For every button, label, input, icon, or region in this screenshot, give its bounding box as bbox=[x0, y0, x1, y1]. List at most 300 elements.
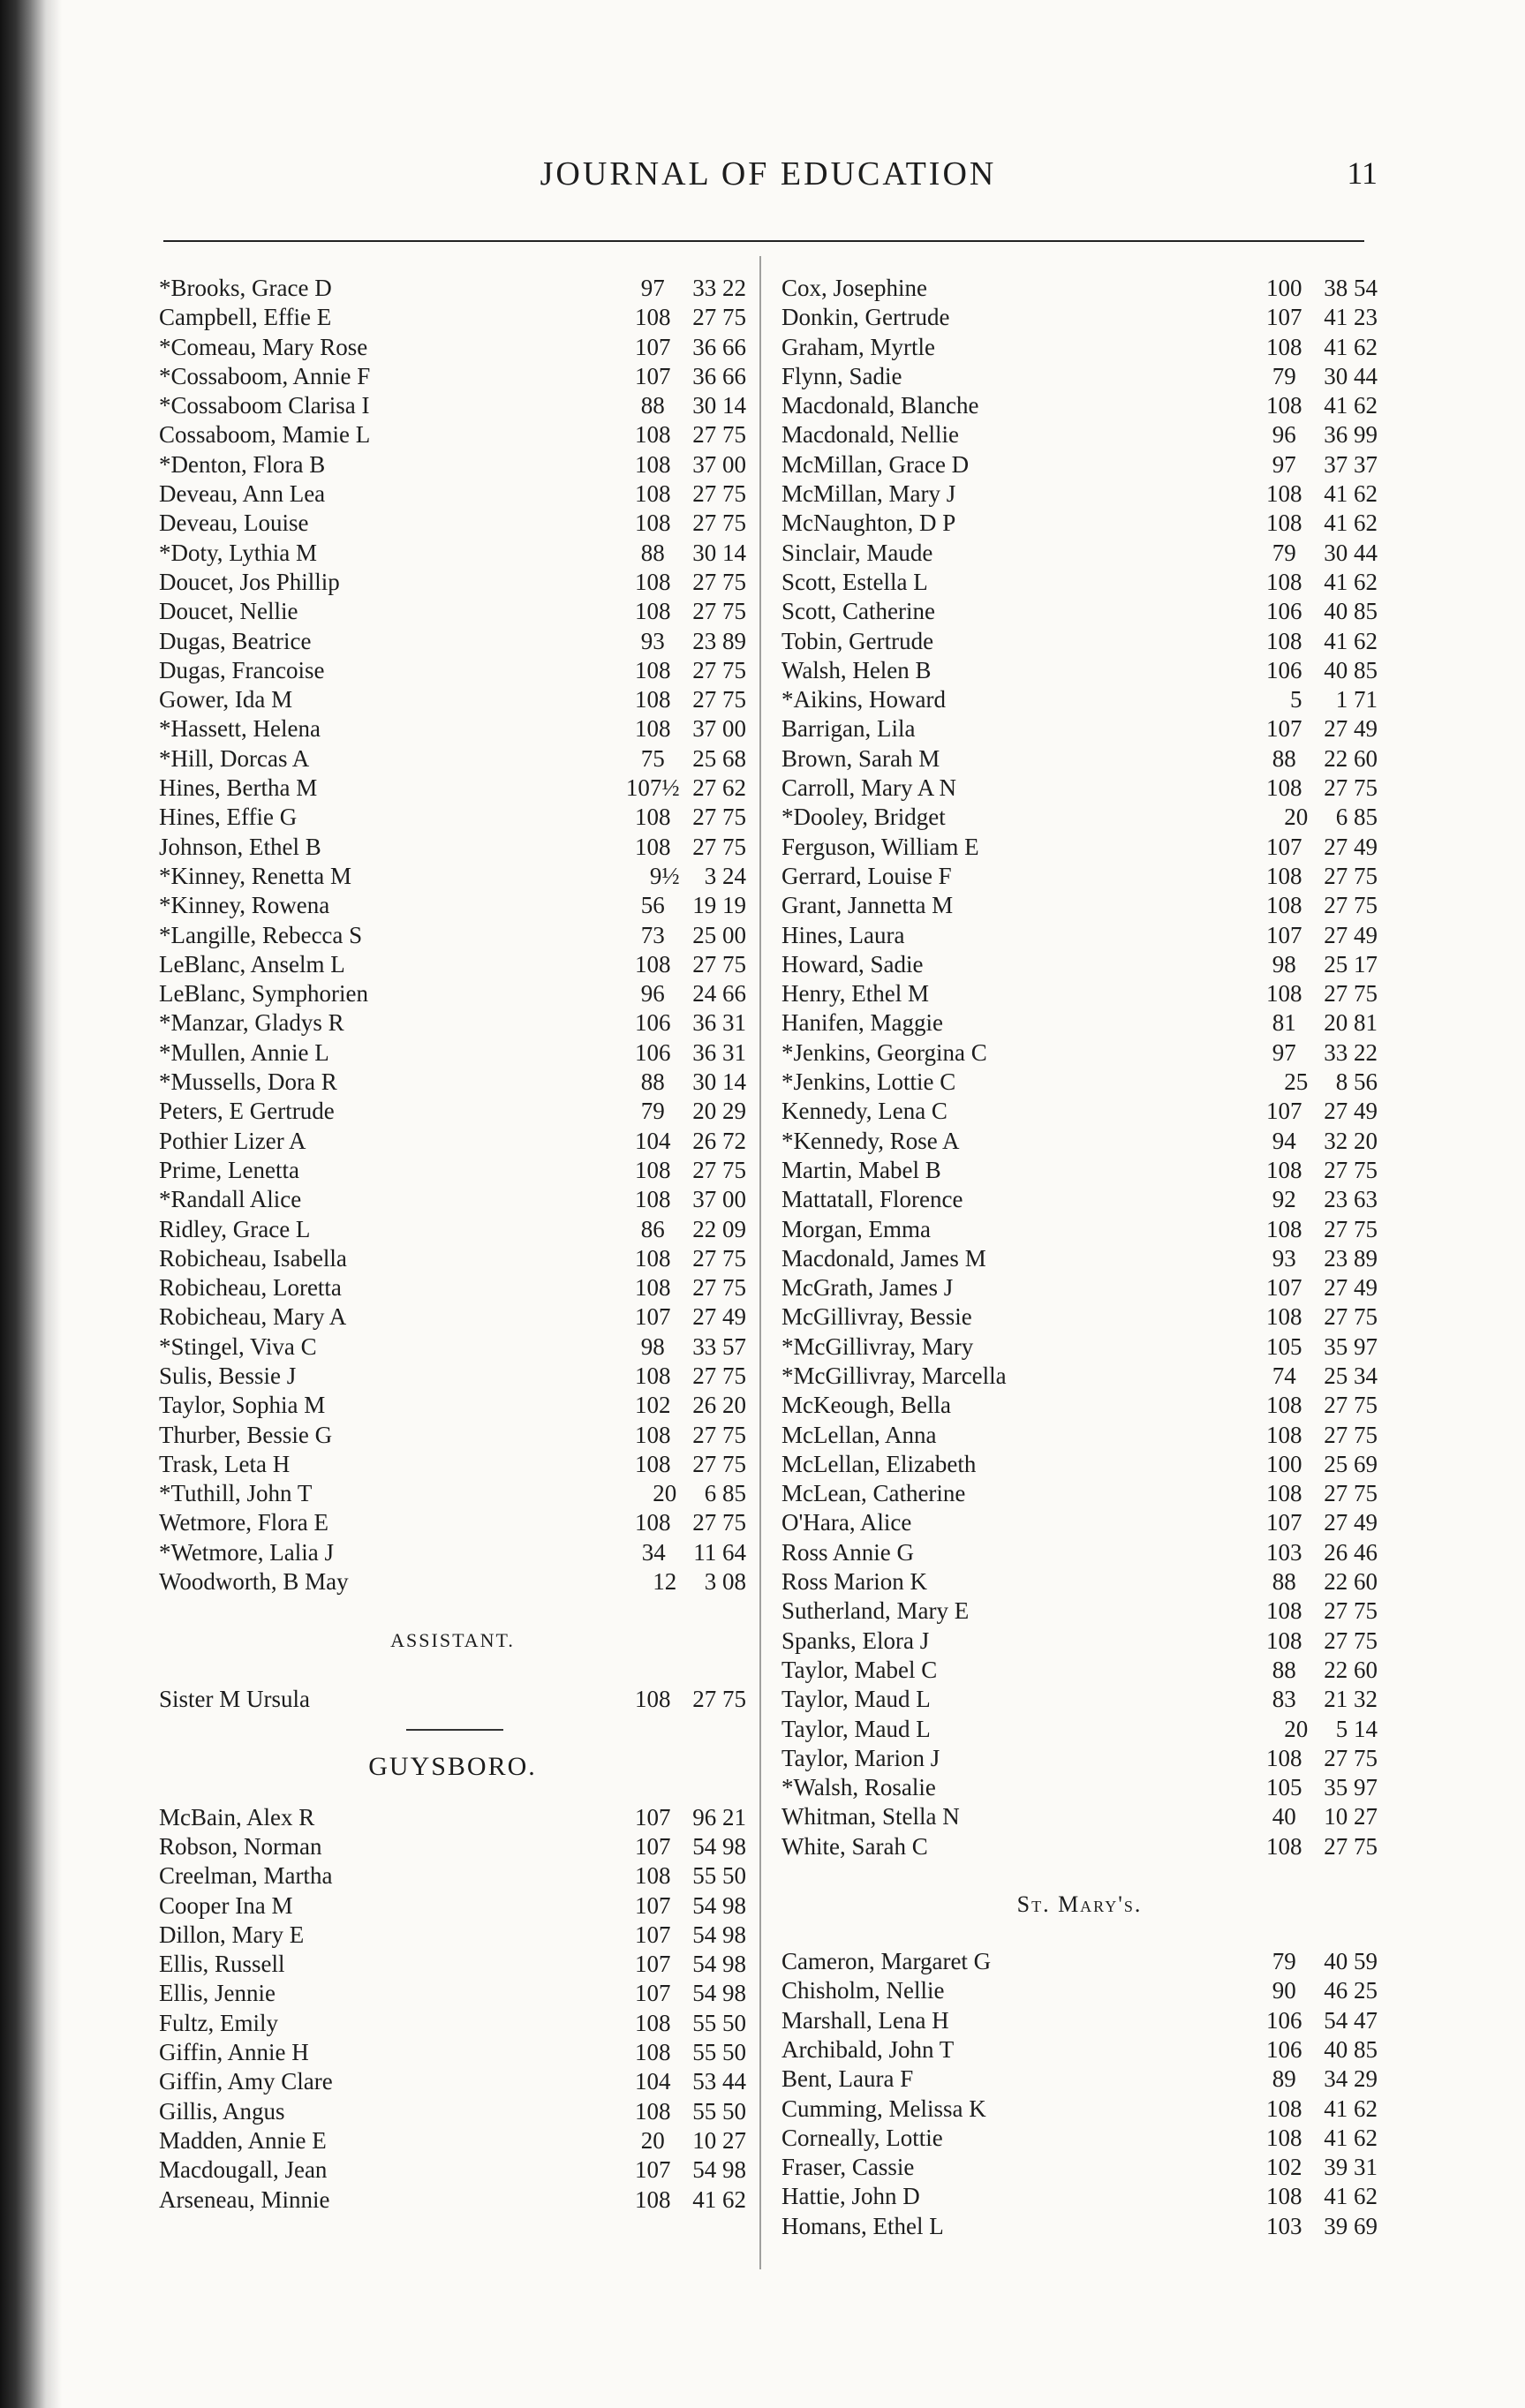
list-item bbox=[159, 685, 746, 714]
days-taught: 108 bbox=[1266, 1627, 1302, 1654]
grant-amount: 25 17 bbox=[1324, 950, 1378, 978]
teacher-name: *Dooley, Bridget bbox=[781, 804, 946, 831]
grant-amount: 36 66 bbox=[692, 333, 746, 360]
days-taught: 107 bbox=[1266, 833, 1302, 860]
grant-amount: 27 62 bbox=[692, 774, 746, 802]
teacher-name: O'Hara, Alice bbox=[781, 1509, 912, 1536]
grant-amount: 41 62 bbox=[1324, 392, 1378, 419]
guysboro-list bbox=[159, 1803, 746, 2215]
list-item bbox=[781, 479, 1378, 509]
teacher-name: Peters, E Gertrude bbox=[159, 1098, 335, 1125]
teacher-name: Scott, Catherine bbox=[781, 598, 935, 625]
grant-amount: 39 69 bbox=[1324, 2212, 1378, 2239]
days-taught: 96 bbox=[1272, 421, 1296, 449]
list-item bbox=[781, 2006, 1378, 2035]
grant-amount: 26 20 bbox=[692, 1392, 746, 1419]
list-item bbox=[159, 1450, 746, 1479]
list-item bbox=[159, 1685, 746, 1714]
right-column bbox=[781, 274, 1378, 2241]
grant-amount: 27 49 bbox=[1324, 921, 1378, 948]
list-item bbox=[159, 1244, 746, 1273]
days-taught: 79 bbox=[640, 1098, 665, 1125]
days-taught: 107 bbox=[1266, 1098, 1302, 1125]
grant-amount: 34 29 bbox=[1324, 2065, 1378, 2093]
days-taught: 108 bbox=[1266, 2095, 1302, 2122]
list-item bbox=[781, 1715, 1378, 1744]
list-item bbox=[159, 1332, 746, 1362]
days-taught: 107 bbox=[1266, 1274, 1302, 1302]
days-taught: 107 bbox=[635, 1921, 671, 1948]
grant-amount: 24 66 bbox=[692, 980, 746, 1008]
grant-amount: 37 00 bbox=[692, 715, 746, 743]
teacher-name: Grant, Jannetta M bbox=[781, 892, 954, 919]
days-taught: 108 bbox=[635, 598, 671, 625]
days-taught: 108 bbox=[1266, 862, 1302, 889]
days-taught: 108 bbox=[635, 1362, 671, 1389]
list-item bbox=[159, 1421, 746, 1450]
list-item bbox=[159, 803, 746, 832]
grant-amount: 55 50 bbox=[692, 2097, 746, 2125]
teacher-name: *Manzar, Gladys R bbox=[159, 1009, 344, 1037]
teacher-name: Hines, Laura bbox=[781, 921, 905, 948]
teacher-name: *Jenkins, Lottie C bbox=[781, 1068, 956, 1096]
days-taught: 108 bbox=[1266, 1597, 1302, 1625]
days-taught: 108 bbox=[1266, 892, 1302, 919]
teacher-name: Macdougall, Jean bbox=[159, 2156, 328, 2184]
grant-amount: 30 44 bbox=[1324, 539, 1378, 566]
teacher-name: *Hill, Dorcas A bbox=[159, 744, 310, 772]
grant-amount: 54 98 bbox=[692, 1951, 746, 1978]
days-taught: 98 bbox=[640, 1332, 665, 1360]
teacher-name: McMillan, Grace D bbox=[781, 450, 970, 478]
grant-amount: 27 75 bbox=[1324, 1597, 1378, 1625]
grant-amount: 37 37 bbox=[1324, 450, 1378, 478]
teacher-name: Carroll, Mary A N bbox=[781, 774, 956, 802]
teacher-name: *Walsh, Rosalie bbox=[781, 1774, 936, 1801]
teacher-name: Woodworth, B May bbox=[159, 1568, 349, 1596]
days-taught: 92 bbox=[1272, 1186, 1296, 1213]
days-taught: 108 bbox=[1266, 627, 1302, 654]
teacher-name: Pothier Lizer A bbox=[159, 1127, 306, 1154]
days-taught: 5 bbox=[1290, 686, 1302, 713]
list-item bbox=[781, 950, 1378, 979]
days-taught: 106 bbox=[635, 1009, 671, 1037]
grant-amount: 27 49 bbox=[1324, 1098, 1378, 1125]
list-item bbox=[159, 774, 746, 803]
days-taught: 108 bbox=[635, 1274, 671, 1302]
teacher-name: McNaughton, D P bbox=[781, 510, 956, 537]
grant-amount: 10 27 bbox=[692, 2126, 746, 2154]
list-item bbox=[159, 1803, 746, 1832]
grant-amount: 3 08 bbox=[704, 1568, 746, 1596]
list-item bbox=[781, 1479, 1378, 1508]
teacher-name: Bent, Laura F bbox=[781, 2065, 914, 2093]
list-item bbox=[781, 1332, 1378, 1362]
teacher-name: Corneally, Lottie bbox=[781, 2124, 943, 2151]
days-taught: 107 bbox=[1266, 304, 1302, 331]
list-item bbox=[159, 274, 746, 303]
grant-amount: 27 75 bbox=[1324, 774, 1378, 802]
days-taught: 108 bbox=[1266, 1156, 1302, 1183]
days-taught: 108 bbox=[635, 1186, 671, 1213]
days-taught: 107 bbox=[1266, 1509, 1302, 1536]
days-taught: 105 bbox=[1266, 1332, 1302, 1360]
teacher-name: *Kinney, Rowena bbox=[159, 892, 330, 919]
days-taught: 108 bbox=[1266, 333, 1302, 360]
grant-amount: 96 21 bbox=[692, 1803, 746, 1831]
grant-amount: 27 75 bbox=[1324, 1627, 1378, 1654]
grant-amount: 27 75 bbox=[692, 686, 746, 713]
list-item bbox=[781, 2095, 1378, 2124]
grant-amount: 25 34 bbox=[1324, 1362, 1378, 1389]
teacher-name: Doucet, Jos Phillip bbox=[159, 568, 340, 595]
list-item bbox=[781, 2182, 1378, 2211]
teacher-name: Madden, Annie E bbox=[159, 2126, 327, 2154]
list-item bbox=[781, 1097, 1378, 1126]
grant-amount: 20 29 bbox=[692, 1098, 746, 1125]
teacher-name: Ellis, Jennie bbox=[159, 1980, 276, 2007]
teacher-name: *Hassett, Helena bbox=[159, 715, 321, 743]
teacher-name: LeBlanc, Anselm L bbox=[159, 950, 345, 978]
list-item bbox=[781, 2153, 1378, 2182]
grant-amount: 36 66 bbox=[692, 362, 746, 389]
days-taught: 56 bbox=[640, 892, 665, 919]
grant-amount: 40 85 bbox=[1324, 656, 1378, 683]
list-item bbox=[781, 1627, 1378, 1656]
grant-amount: 27 49 bbox=[1324, 1509, 1378, 1536]
list-item bbox=[781, 1832, 1378, 1861]
list-item bbox=[781, 1038, 1378, 1068]
grant-amount: 25 69 bbox=[1324, 1450, 1378, 1477]
grant-amount: 27 75 bbox=[692, 1450, 746, 1477]
teacher-name: Ross Marion K bbox=[781, 1568, 928, 1596]
grant-amount: 37 00 bbox=[692, 450, 746, 478]
teacher-name: McLellan, Anna bbox=[781, 1421, 937, 1448]
teacher-name: Sutherland, Mary E bbox=[781, 1597, 970, 1625]
teacher-name: Barrigan, Lila bbox=[781, 715, 916, 743]
list-item bbox=[159, 1097, 746, 1126]
days-taught: 107 bbox=[635, 1980, 671, 2007]
teacher-name: Marshall, Lena H bbox=[781, 2006, 949, 2034]
days-taught: 106 bbox=[635, 1038, 671, 1066]
days-taught: 25 bbox=[1284, 1068, 1309, 1096]
grant-amount: 41 62 bbox=[1324, 333, 1378, 360]
teacher-name: Brown, Sarah M bbox=[781, 744, 940, 772]
list-item bbox=[781, 1744, 1378, 1773]
grant-amount: 27 75 bbox=[1324, 1480, 1378, 1507]
grant-amount: 33 57 bbox=[692, 1332, 746, 1360]
days-taught: 108 bbox=[1266, 1744, 1302, 1771]
days-taught: 108 bbox=[635, 2039, 671, 2066]
days-taught: 107 bbox=[635, 1951, 671, 1978]
list-item bbox=[781, 597, 1378, 626]
days-taught: 108 bbox=[635, 568, 671, 595]
grant-amount: 41 62 bbox=[1324, 2124, 1378, 2151]
grant-amount: 27 75 bbox=[1324, 1392, 1378, 1419]
teacher-name: *McGillivray, Mary bbox=[781, 1332, 974, 1360]
teacher-name: Sister M Ursula bbox=[159, 1686, 310, 1713]
grant-amount: 41 62 bbox=[1324, 627, 1378, 654]
days-taught: 108 bbox=[1266, 1832, 1302, 1860]
grant-amount: 54 98 bbox=[692, 2156, 746, 2184]
grant-amount: 10 27 bbox=[1324, 1803, 1378, 1831]
list-item bbox=[781, 714, 1378, 744]
days-taught: 102 bbox=[1266, 2154, 1302, 2181]
days-taught: 108 bbox=[1266, 980, 1302, 1008]
list-item bbox=[159, 1038, 746, 1068]
list-item bbox=[159, 1391, 746, 1420]
grant-amount: 38 54 bbox=[1324, 275, 1378, 301]
days-taught: 97 bbox=[1272, 450, 1296, 478]
list-item bbox=[781, 1421, 1378, 1450]
grant-amount: 25 68 bbox=[692, 744, 746, 772]
days-taught: 74 bbox=[1272, 1362, 1296, 1389]
grant-amount: 23 89 bbox=[692, 627, 746, 654]
days-taught: 108 bbox=[635, 950, 671, 978]
grant-amount: 41 62 bbox=[1324, 2183, 1378, 2210]
days-taught: 105 bbox=[1266, 1774, 1302, 1801]
days-taught: 88 bbox=[640, 392, 665, 419]
list-item bbox=[159, 862, 746, 891]
list-item bbox=[159, 1508, 746, 1537]
teacher-name: Fultz, Emily bbox=[159, 2009, 278, 2036]
list-item bbox=[781, 921, 1378, 950]
list-item bbox=[781, 1567, 1378, 1597]
grant-amount: 27 75 bbox=[692, 1362, 746, 1389]
days-taught: 108 bbox=[635, 715, 671, 743]
list-item bbox=[159, 2067, 746, 2096]
teacher-name: Walsh, Helen B bbox=[781, 656, 932, 683]
teacher-name: Gillis, Angus bbox=[159, 2097, 285, 2125]
list-item bbox=[159, 333, 746, 362]
grant-amount: 27 75 bbox=[692, 421, 746, 449]
days-taught: 104 bbox=[635, 1127, 671, 1154]
grant-amount: 27 75 bbox=[692, 656, 746, 683]
grant-amount: 22 60 bbox=[1324, 1568, 1378, 1596]
days-taught: 90 bbox=[1272, 1977, 1296, 2004]
grant-amount: 27 75 bbox=[1324, 1303, 1378, 1331]
days-taught: 88 bbox=[640, 539, 665, 566]
grant-amount: 27 75 bbox=[692, 598, 746, 625]
teacher-name: *McGillivray, Marcella bbox=[781, 1362, 1007, 1389]
teacher-name: Taylor, Maud L bbox=[781, 1715, 931, 1742]
days-taught: 108 bbox=[635, 1450, 671, 1477]
days-taught: 20 bbox=[1284, 804, 1309, 831]
days-taught: 108 bbox=[635, 2009, 671, 2036]
grant-amount: 30 14 bbox=[692, 392, 746, 419]
days-taught: 88 bbox=[1272, 744, 1296, 772]
teacher-name: Macdonald, Blanche bbox=[781, 392, 979, 419]
teacher-name: McBain, Alex R bbox=[159, 1803, 315, 1831]
grant-amount: 54 98 bbox=[692, 1921, 746, 1948]
list-item bbox=[159, 1538, 746, 1567]
days-taught: 106 bbox=[1266, 598, 1302, 625]
days-taught: 79 bbox=[1272, 539, 1296, 566]
list-item bbox=[781, 1362, 1378, 1391]
journal-title: JOURNAL OF EDUCATION bbox=[540, 155, 997, 192]
teacher-name: *Jenkins, Georgina C bbox=[781, 1038, 987, 1066]
teacher-name: Ross Annie G bbox=[781, 1538, 915, 1566]
days-taught: 73 bbox=[640, 921, 665, 948]
grant-amount: 8 56 bbox=[1335, 1068, 1378, 1096]
list-item bbox=[159, 2155, 746, 2185]
days-taught: 108 bbox=[635, 1509, 671, 1536]
teacher-name: White, Sarah C bbox=[781, 1832, 928, 1860]
teacher-name: Henry, Ethel M bbox=[781, 980, 929, 1008]
list-item bbox=[159, 1273, 746, 1302]
teacher-name: Whitman, Stella N bbox=[781, 1803, 960, 1831]
st-marys-heading: St. Mary's. bbox=[1016, 1891, 1143, 1918]
days-taught: 108 bbox=[635, 1156, 671, 1183]
list-item bbox=[781, 1156, 1378, 1185]
teacher-name: *Doty, Lythia M bbox=[159, 539, 317, 566]
assistant-heading: ASSISTANT. bbox=[390, 1629, 515, 1652]
teacher-name: Prime, Lenetta bbox=[159, 1156, 299, 1183]
teacher-name: Giffin, Amy Clare bbox=[159, 2068, 333, 2095]
teacher-name: Taylor, Marion J bbox=[781, 1744, 940, 1771]
days-taught: 108 bbox=[1266, 774, 1302, 802]
days-taught: 88 bbox=[1272, 1656, 1296, 1683]
days-taught: 108 bbox=[635, 2185, 671, 2213]
list-item bbox=[781, 1685, 1378, 1714]
teacher-name: Taylor, Sophia M bbox=[159, 1392, 326, 1419]
days-taught: 98 bbox=[1272, 950, 1296, 978]
days-taught: 97 bbox=[640, 275, 665, 301]
list-item bbox=[781, 1068, 1378, 1097]
list-item bbox=[781, 391, 1378, 420]
days-taught: 100 bbox=[1266, 1450, 1302, 1477]
teacher-name: Robson, Norman bbox=[159, 1832, 322, 1860]
teacher-name: LeBlanc, Symphorien bbox=[159, 980, 368, 1008]
days-taught: 108 bbox=[635, 2097, 671, 2125]
grant-amount: 21 32 bbox=[1324, 1686, 1378, 1713]
list-item bbox=[159, 833, 746, 862]
list-item bbox=[781, 685, 1378, 714]
list-item bbox=[159, 744, 746, 774]
list-item bbox=[159, 597, 746, 626]
list-item bbox=[781, 1450, 1378, 1479]
grant-amount: 27 75 bbox=[692, 1509, 746, 1536]
teacher-name: Scott, Estella L bbox=[781, 568, 928, 595]
teacher-name: Fraser, Cassie bbox=[781, 2154, 915, 2181]
grant-amount: 27 75 bbox=[1324, 1156, 1378, 1183]
grant-amount: 19 19 bbox=[692, 892, 746, 919]
teacher-name: Thurber, Bessie G bbox=[159, 1421, 333, 1448]
list-item bbox=[159, 1215, 746, 1244]
days-taught: 108 bbox=[1266, 2124, 1302, 2151]
teacher-name: *Kinney, Renetta M bbox=[159, 862, 351, 889]
list-item bbox=[159, 1832, 746, 1861]
page-number: 11 bbox=[1347, 155, 1378, 191]
list-item bbox=[781, 2035, 1378, 2065]
days-taught: 108 bbox=[1266, 1303, 1302, 1331]
days-taught: 75 bbox=[640, 744, 665, 772]
days-taught: 108 bbox=[635, 304, 671, 331]
list-item bbox=[781, 774, 1378, 803]
days-taught: 108 bbox=[635, 1686, 671, 1713]
teacher-name: Hines, Bertha M bbox=[159, 774, 318, 802]
guysboro-heading: GUYSBORO. bbox=[368, 1751, 537, 1781]
teacher-name: McLellan, Elizabeth bbox=[781, 1450, 977, 1477]
list-item bbox=[781, 568, 1378, 597]
grant-amount: 27 75 bbox=[692, 950, 746, 978]
list-item bbox=[159, 450, 746, 479]
list-item bbox=[159, 1302, 746, 1332]
list-item bbox=[159, 420, 746, 449]
grant-amount: 36 31 bbox=[692, 1038, 746, 1066]
grant-amount: 40 59 bbox=[1324, 1948, 1378, 1975]
grant-amount: 54 98 bbox=[692, 1980, 746, 2007]
list-item bbox=[781, 1185, 1378, 1214]
teacher-name: *Stingel, Viva C bbox=[159, 1332, 317, 1360]
list-item bbox=[781, 1127, 1378, 1156]
days-taught: 108 bbox=[1266, 1392, 1302, 1419]
days-taught: 108 bbox=[1266, 480, 1302, 508]
teacher-name: *Mullen, Annie L bbox=[159, 1038, 329, 1066]
teacher-name: Cox, Josephine bbox=[781, 275, 927, 301]
grant-amount: 41 23 bbox=[1324, 304, 1378, 331]
days-taught: 106 bbox=[1266, 2035, 1302, 2063]
teacher-name: *Wetmore, Lalia J bbox=[159, 1538, 335, 1566]
days-taught: 108 bbox=[635, 450, 671, 478]
grant-amount: 27 75 bbox=[692, 1686, 746, 1713]
days-taught: 102 bbox=[635, 1392, 671, 1419]
grant-amount: 54 98 bbox=[692, 1891, 746, 1919]
teacher-name: *Mussells, Dora R bbox=[159, 1068, 337, 1096]
days-taught: 79 bbox=[1272, 1948, 1296, 1975]
grant-amount: 26 72 bbox=[692, 1127, 746, 1154]
teacher-name: Ellis, Russell bbox=[159, 1951, 285, 1978]
days-taught: 107½ bbox=[625, 774, 680, 802]
list-item bbox=[159, 362, 746, 391]
list-item bbox=[781, 450, 1378, 479]
teacher-name: *Comeau, Mary Rose bbox=[159, 333, 368, 360]
grant-amount: 27 75 bbox=[692, 304, 746, 331]
grant-amount: 5 14 bbox=[1335, 1715, 1378, 1742]
days-taught: 108 bbox=[1266, 510, 1302, 537]
list-item bbox=[781, 2212, 1378, 2241]
days-taught: 108 bbox=[635, 804, 671, 831]
days-taught: 108 bbox=[1266, 392, 1302, 419]
list-item bbox=[781, 1508, 1378, 1537]
list-item bbox=[159, 1861, 746, 1891]
days-taught: 88 bbox=[640, 1068, 665, 1096]
grant-amount: 37 00 bbox=[692, 1186, 746, 1213]
days-taught: 108 bbox=[1266, 1480, 1302, 1507]
days-taught: 106 bbox=[1266, 656, 1302, 683]
grant-amount: 27 49 bbox=[692, 1303, 746, 1331]
grant-amount: 55 50 bbox=[692, 2009, 746, 2036]
list-item bbox=[159, 1479, 746, 1508]
grant-amount: 27 75 bbox=[692, 1274, 746, 1302]
teacher-name: Gerrard, Louise F bbox=[781, 862, 952, 889]
grant-amount: 23 63 bbox=[1324, 1186, 1378, 1213]
days-taught: 103 bbox=[1266, 1538, 1302, 1566]
teacher-name: Archibald, John T bbox=[781, 2035, 955, 2063]
teacher-name: Spanks, Elora J bbox=[781, 1627, 930, 1654]
grant-amount: 36 31 bbox=[692, 1009, 746, 1037]
days-taught: 20 bbox=[640, 2126, 665, 2154]
days-taught: 107 bbox=[635, 1832, 671, 1860]
grant-amount: 32 20 bbox=[1324, 1127, 1378, 1154]
grant-amount: 27 75 bbox=[692, 568, 746, 595]
teacher-name: *Cossaboom, Annie F bbox=[159, 362, 371, 389]
teacher-name: Robicheau, Isabella bbox=[159, 1244, 347, 1272]
teacher-name: Sulis, Bessie J bbox=[159, 1362, 297, 1389]
list-item bbox=[781, 2065, 1378, 2094]
list-item bbox=[159, 1921, 746, 1950]
grant-amount: 54 98 bbox=[692, 1832, 746, 1860]
